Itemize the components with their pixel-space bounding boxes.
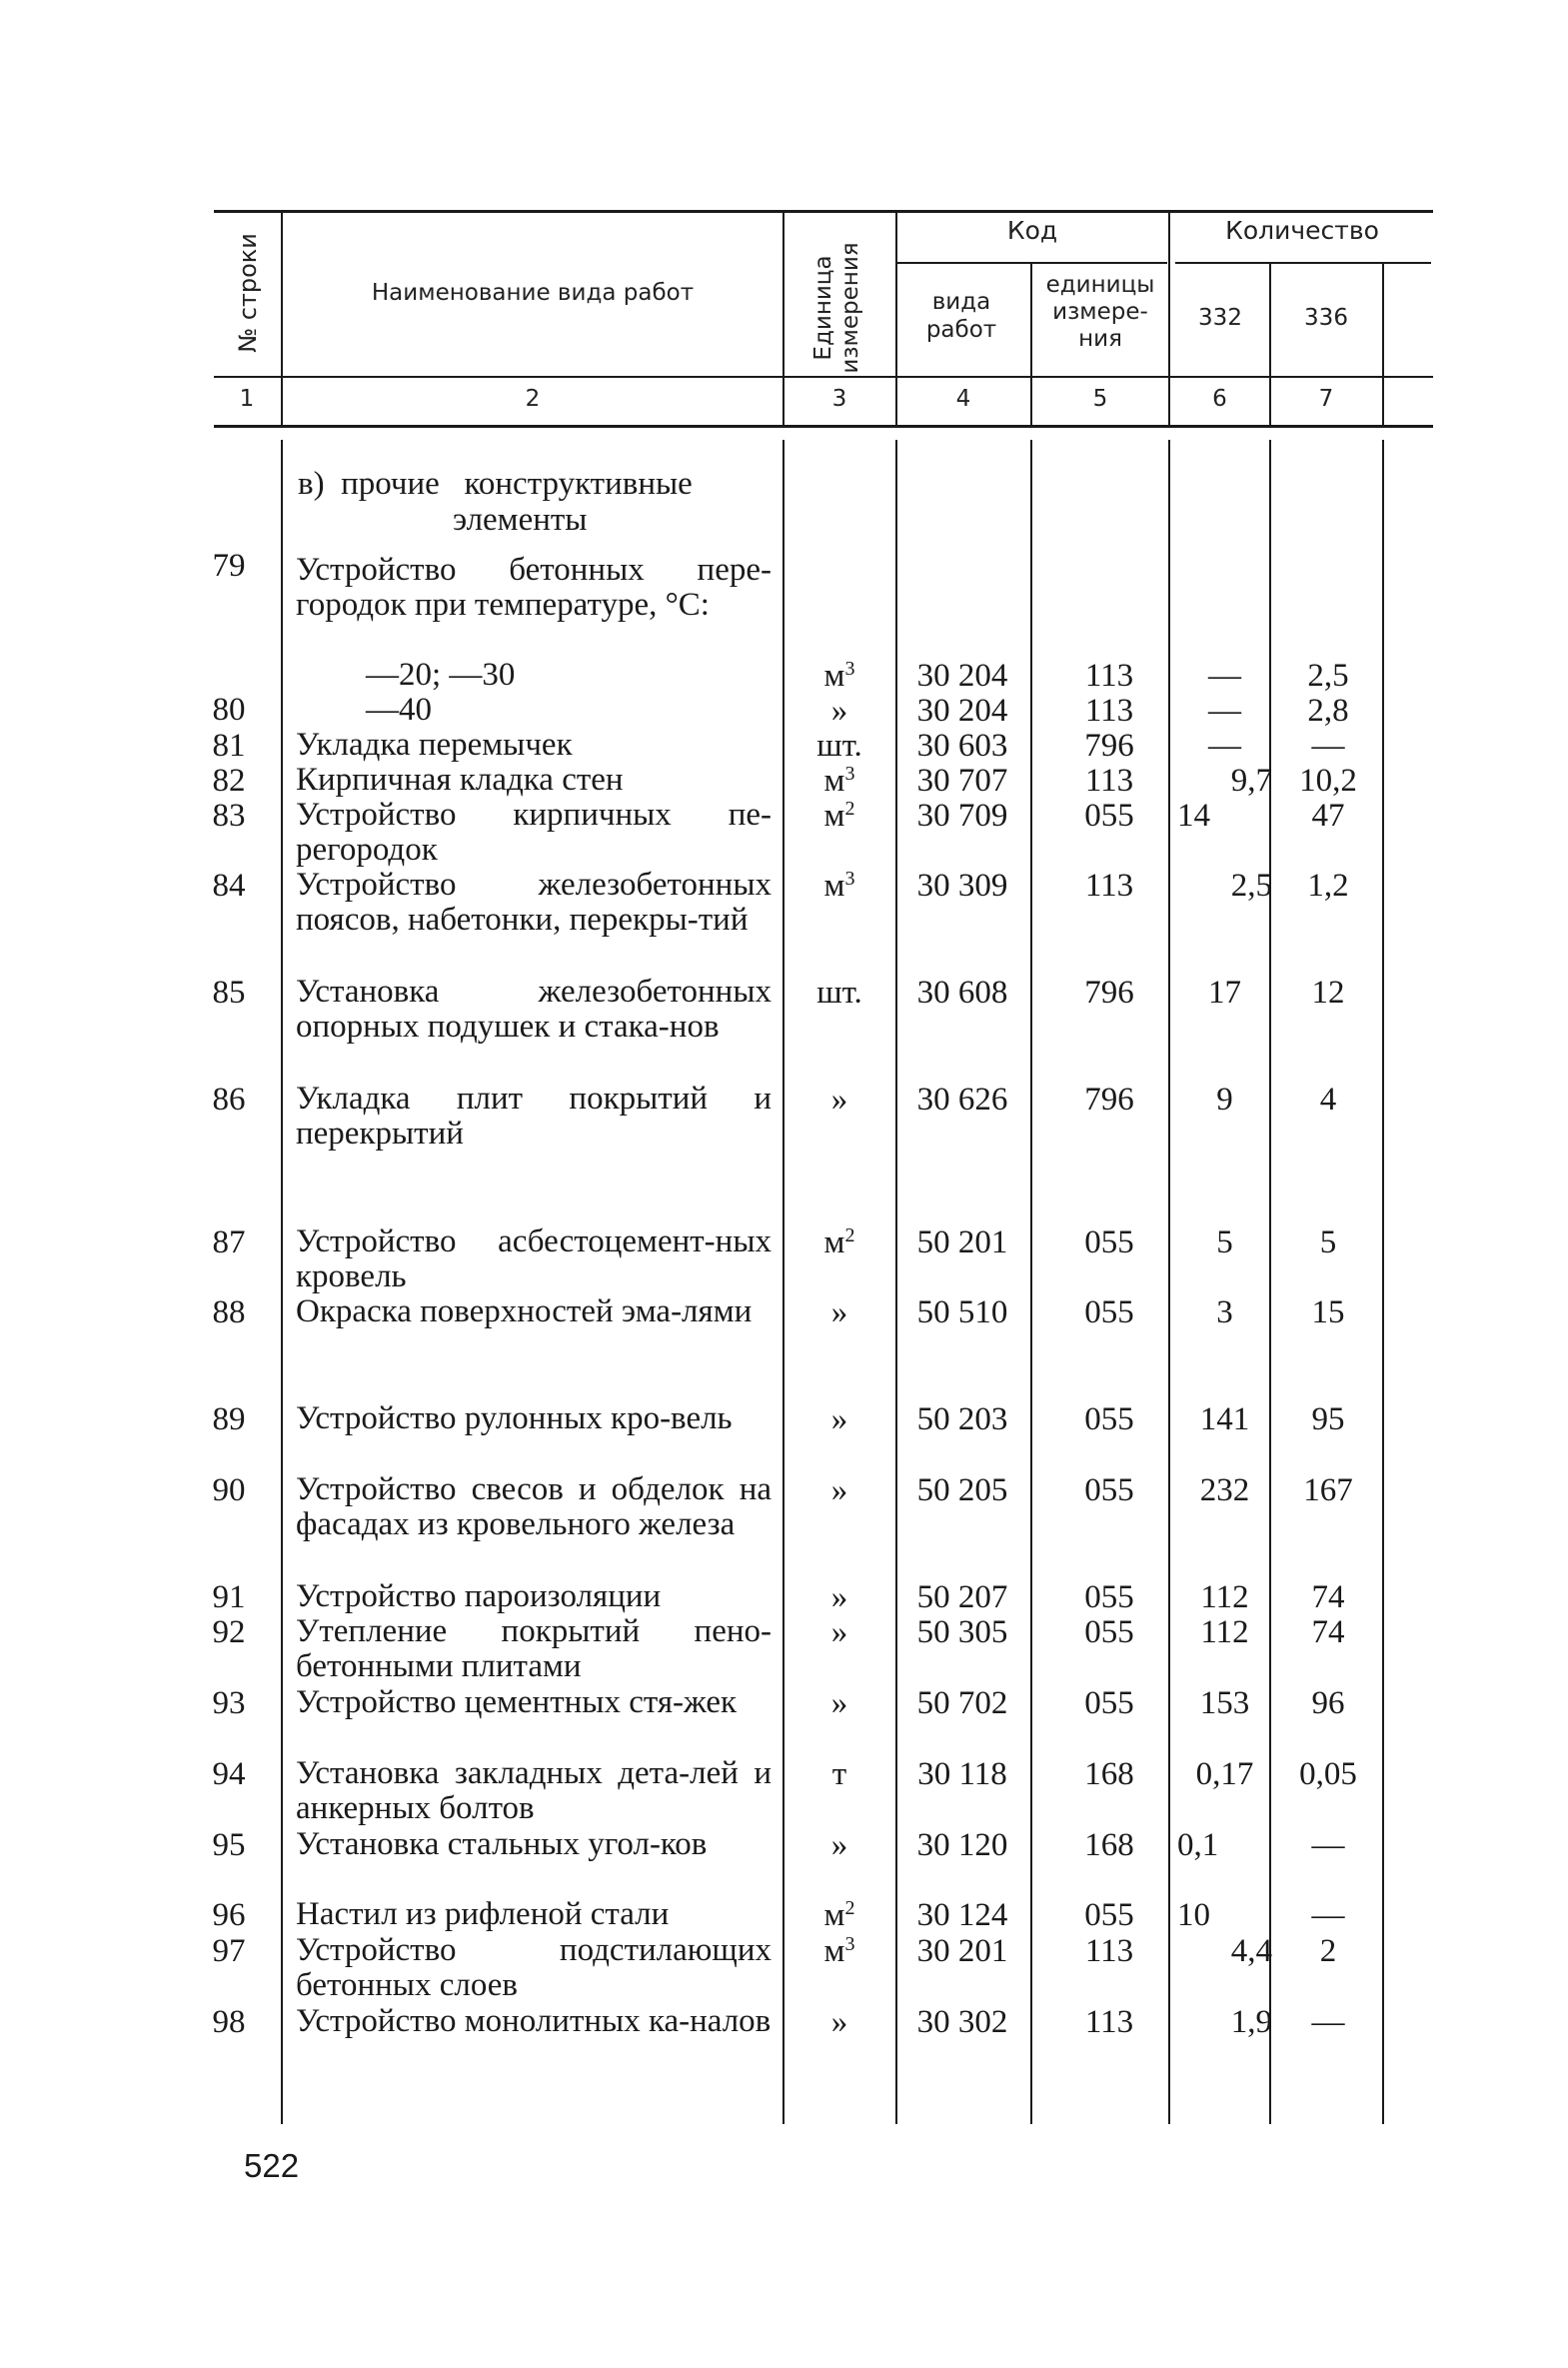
row-unit-code: 055 [1084, 1294, 1134, 1330]
row-name: Окраска поверхностей эма-лями [296, 1293, 753, 1329]
row-quantity-332: — [1208, 693, 1241, 729]
row-unit: шт. [816, 975, 862, 1011]
row-name: Устройство асбестоцемент-ных кровель [296, 1223, 772, 1294]
row-code: 30 201 [916, 1933, 1008, 1969]
row-name: Утепление покрытий пено-бетонными плитами [296, 1613, 772, 1684]
row-unit: » [830, 1294, 848, 1330]
row-name: Устройство свесов и обделок на фасадах из кровельного железа [296, 1471, 772, 1542]
row-number: 96 [212, 1897, 246, 1933]
header-colnum-1: 1 [239, 386, 255, 412]
row-name: Устройство рулонных кро-вель [296, 1400, 733, 1436]
row-quantity-332: 9 [1216, 1082, 1233, 1118]
row-unit: $м^3$ [823, 658, 855, 694]
row-unit-code: 113 [1084, 2004, 1134, 2040]
header-code-unit-line2: измере- [1052, 299, 1148, 325]
row-unit: $м^3$ [823, 763, 855, 799]
row-name: Установка железобетонных опорных подушек и стака-нов [296, 974, 772, 1045]
row-unit-code: 113 [1084, 1933, 1134, 1969]
row-code: 50 205 [916, 1472, 1008, 1508]
header-code-unit-line3: ния [1078, 326, 1122, 352]
row-code: 30 709 [916, 798, 1008, 834]
row-code: 30 309 [916, 868, 1008, 904]
header-vrule-7 [1382, 264, 1384, 426]
row-quantity-332: — [1208, 728, 1241, 764]
row-quantity-332: 5 [1216, 1224, 1233, 1260]
row-unit: » [830, 693, 848, 729]
row-unit: $м^2$ [823, 1897, 855, 1933]
row-quantity-332: 2,5 [1230, 868, 1272, 904]
row-code: 50 305 [916, 1614, 1008, 1650]
row-quantity-332: 0,1 [1177, 1827, 1219, 1863]
row-code: 30 118 [917, 1756, 1007, 1792]
row-unit-code: 796 [1084, 728, 1134, 764]
row-quantity-332: 10 [1177, 1897, 1210, 1933]
header-code-unit [1033, 272, 1167, 353]
body-vrule-1 [281, 440, 283, 2124]
header-row-number: № строки [234, 233, 262, 353]
row-code: 30 626 [916, 1082, 1008, 1118]
row-code: 30 302 [916, 2004, 1008, 2040]
header-code-unit-line1: единицы [1045, 272, 1155, 298]
row-quantity-336: 10,2 [1299, 763, 1357, 799]
row-name: Устройство бетонных пере-городок при температуре, °С: [296, 552, 772, 623]
row-name: Настил из рифленой стали [296, 1896, 670, 1932]
page-number: 522 [244, 2147, 300, 2184]
row-unit-code: 055 [1084, 798, 1134, 834]
row-quantity-332: 153 [1199, 1685, 1250, 1721]
body-vrule-7 [1382, 440, 1384, 2124]
row-unit: » [830, 2004, 848, 2040]
row-unit: $м^2$ [823, 798, 855, 834]
row-unit: » [830, 1614, 848, 1650]
row-name: Устройство подстилающих бетонных слоев [296, 1932, 772, 2003]
row-quantity-332: 14 [1177, 798, 1210, 834]
row-name: Устройство пароизоляции [296, 1578, 662, 1614]
header-quantity: Количество [1225, 216, 1379, 245]
row-quantity-332: — [1208, 658, 1241, 694]
header-bottom-rule [214, 425, 1433, 428]
row-unit-code: 796 [1084, 975, 1134, 1011]
row-number: 84 [212, 868, 246, 904]
row-number: 79 [212, 548, 246, 584]
row-code: 30 707 [916, 763, 1008, 799]
row-quantity-336: — [1311, 1897, 1345, 1933]
row-quantity-332: 3 [1216, 1294, 1233, 1330]
row-quantity-336: 74 [1311, 1614, 1345, 1650]
row-quantity-336: 74 [1311, 1579, 1345, 1615]
row-name: —40 [366, 692, 432, 728]
row-quantity-336: — [1311, 2004, 1345, 2040]
row-name: Укладка плит покрытий и перекрытий [296, 1081, 772, 1152]
header-unit [810, 221, 866, 395]
header-colnum-6: 6 [1212, 386, 1227, 412]
row-quantity-336: 15 [1311, 1294, 1345, 1330]
row-number: 94 [212, 1756, 246, 1792]
header-code: Код [1006, 216, 1058, 245]
header-colnum-4: 4 [955, 386, 971, 412]
row-name: Установка стальных угол-ков [296, 1826, 708, 1862]
row-code: 30 124 [916, 1897, 1008, 1933]
row-code: 50 510 [916, 1294, 1008, 1330]
row-quantity-336: 5 [1319, 1224, 1337, 1260]
row-name: Устройство кирпичных пе-регородок [296, 797, 772, 868]
row-number: 82 [212, 763, 246, 799]
row-quantity-336: 0,05 [1299, 1756, 1357, 1792]
row-quantity-332: 17 [1208, 975, 1241, 1011]
header-quantity-332: 332 [1198, 305, 1242, 331]
row-unit-code: 168 [1084, 1756, 1134, 1792]
row-code: 30 608 [916, 975, 1008, 1011]
row-quantity-336: 2,8 [1307, 693, 1349, 729]
header-code-work: вида работ [925, 289, 997, 343]
row-quantity-336: 4 [1319, 1082, 1337, 1118]
row-unit: $м^2$ [823, 1224, 855, 1260]
row-unit-code: 055 [1084, 1897, 1134, 1933]
row-name: Установка закладных дета-лей и анкерных болтов [296, 1755, 772, 1826]
row-number: 95 [212, 1827, 246, 1863]
header-vrule-1 [281, 212, 283, 426]
row-name: —20; —30 [366, 657, 516, 693]
row-number: 97 [212, 1933, 246, 1969]
row-unit: » [830, 1472, 848, 1508]
row-number: 80 [212, 692, 246, 728]
header-colnum-5: 5 [1092, 386, 1108, 412]
row-code: 50 702 [916, 1685, 1008, 1721]
row-unit-code: 168 [1084, 1827, 1134, 1863]
row-quantity-336: 1,2 [1307, 868, 1349, 904]
row-quantity-332: 112 [1200, 1579, 1249, 1615]
row-number: 83 [212, 798, 246, 834]
row-unit: » [830, 1579, 848, 1615]
row-name: Укладка перемычек [296, 727, 573, 763]
header-colnum-7: 7 [1318, 386, 1334, 412]
row-code: 30 204 [916, 658, 1008, 694]
row-quantity-336: 96 [1311, 1685, 1345, 1721]
row-unit-code: 113 [1084, 763, 1134, 799]
row-unit: » [830, 1401, 848, 1437]
row-unit-code: 055 [1084, 1401, 1134, 1437]
row-quantity-332: 9,7 [1230, 763, 1272, 799]
row-number: 88 [212, 1294, 246, 1330]
row-number: 90 [212, 1472, 246, 1508]
section-title [298, 466, 778, 538]
row-unit: » [830, 1082, 848, 1118]
row-quantity-336: 47 [1311, 798, 1345, 834]
row-quantity-336: 167 [1303, 1472, 1353, 1508]
row-quantity-332: 1,9 [1230, 2004, 1272, 2040]
row-quantity-336: 2 [1319, 1933, 1337, 1969]
row-code: 30 204 [916, 693, 1008, 729]
row-name: Устройство железобетонных поясов, набетонки, перекры-тий [296, 867, 772, 938]
row-number: 98 [212, 2004, 246, 2040]
header-work-name: Наименование вида работ [371, 280, 695, 306]
body-vrule-2 [783, 440, 784, 2124]
row-number: 81 [212, 728, 246, 764]
row-code: 30 120 [916, 1827, 1008, 1863]
row-quantity-332: 4,4 [1230, 1933, 1272, 1969]
row-code: 30 603 [916, 728, 1008, 764]
header-colnum-2: 2 [525, 386, 541, 412]
row-unit-code: 055 [1084, 1472, 1134, 1508]
row-unit-code: 113 [1084, 868, 1134, 904]
row-quantity-336: — [1311, 728, 1345, 764]
row-quantity-336: 95 [1311, 1401, 1345, 1437]
row-number: 85 [212, 975, 246, 1011]
row-number: 86 [212, 1082, 246, 1118]
row-name: Устройство цементных стя-жек [296, 1684, 738, 1720]
row-quantity-336: 2,5 [1307, 658, 1349, 694]
section-title-line1: в) прочие конструктивные [298, 466, 693, 502]
row-unit: » [830, 1685, 848, 1721]
row-number: 93 [212, 1685, 246, 1721]
body-vrule-4 [1030, 440, 1032, 2124]
row-quantity-336: 12 [1311, 975, 1345, 1011]
header-quantity-336: 336 [1304, 305, 1348, 331]
row-code: 50 203 [916, 1401, 1008, 1437]
row-quantity-332: 141 [1199, 1401, 1250, 1437]
row-unit-code: 055 [1084, 1685, 1134, 1721]
row-quantity-332: 232 [1199, 1472, 1250, 1508]
row-name: Кирпичная кладка стен [296, 762, 624, 798]
row-name: Устройство монолитных ка-налов [296, 2003, 772, 2039]
row-number: 89 [212, 1401, 246, 1437]
section-title-line2: элементы [453, 502, 588, 538]
row-unit-code: 055 [1084, 1224, 1134, 1260]
header-sub-rule-quantity [1175, 262, 1431, 264]
header-top-rule [214, 210, 1433, 213]
row-unit-code: 796 [1084, 1082, 1134, 1118]
row-unit: $м^3$ [823, 868, 855, 904]
row-unit-code: 055 [1084, 1579, 1134, 1615]
row-unit-code: 113 [1084, 693, 1134, 729]
row-number: 92 [212, 1614, 246, 1650]
header-colnum-3: 3 [831, 386, 847, 412]
row-code: 50 207 [916, 1579, 1008, 1615]
header-unit-text: Единица измерения [810, 242, 863, 374]
row-number: 91 [212, 1579, 246, 1615]
row-number: 87 [212, 1224, 246, 1260]
row-unit: $м^3$ [823, 1933, 855, 1969]
row-quantity-336: — [1311, 1827, 1345, 1863]
row-code: 50 201 [916, 1224, 1008, 1260]
row-unit: шт. [816, 728, 862, 764]
row-unit: т [831, 1756, 847, 1792]
row-unit-code: 113 [1084, 658, 1134, 694]
row-quantity-332: 0,17 [1195, 1756, 1254, 1792]
row-quantity-332: 112 [1200, 1614, 1249, 1650]
row-unit-code: 055 [1084, 1614, 1134, 1650]
row-unit: » [830, 1827, 848, 1863]
